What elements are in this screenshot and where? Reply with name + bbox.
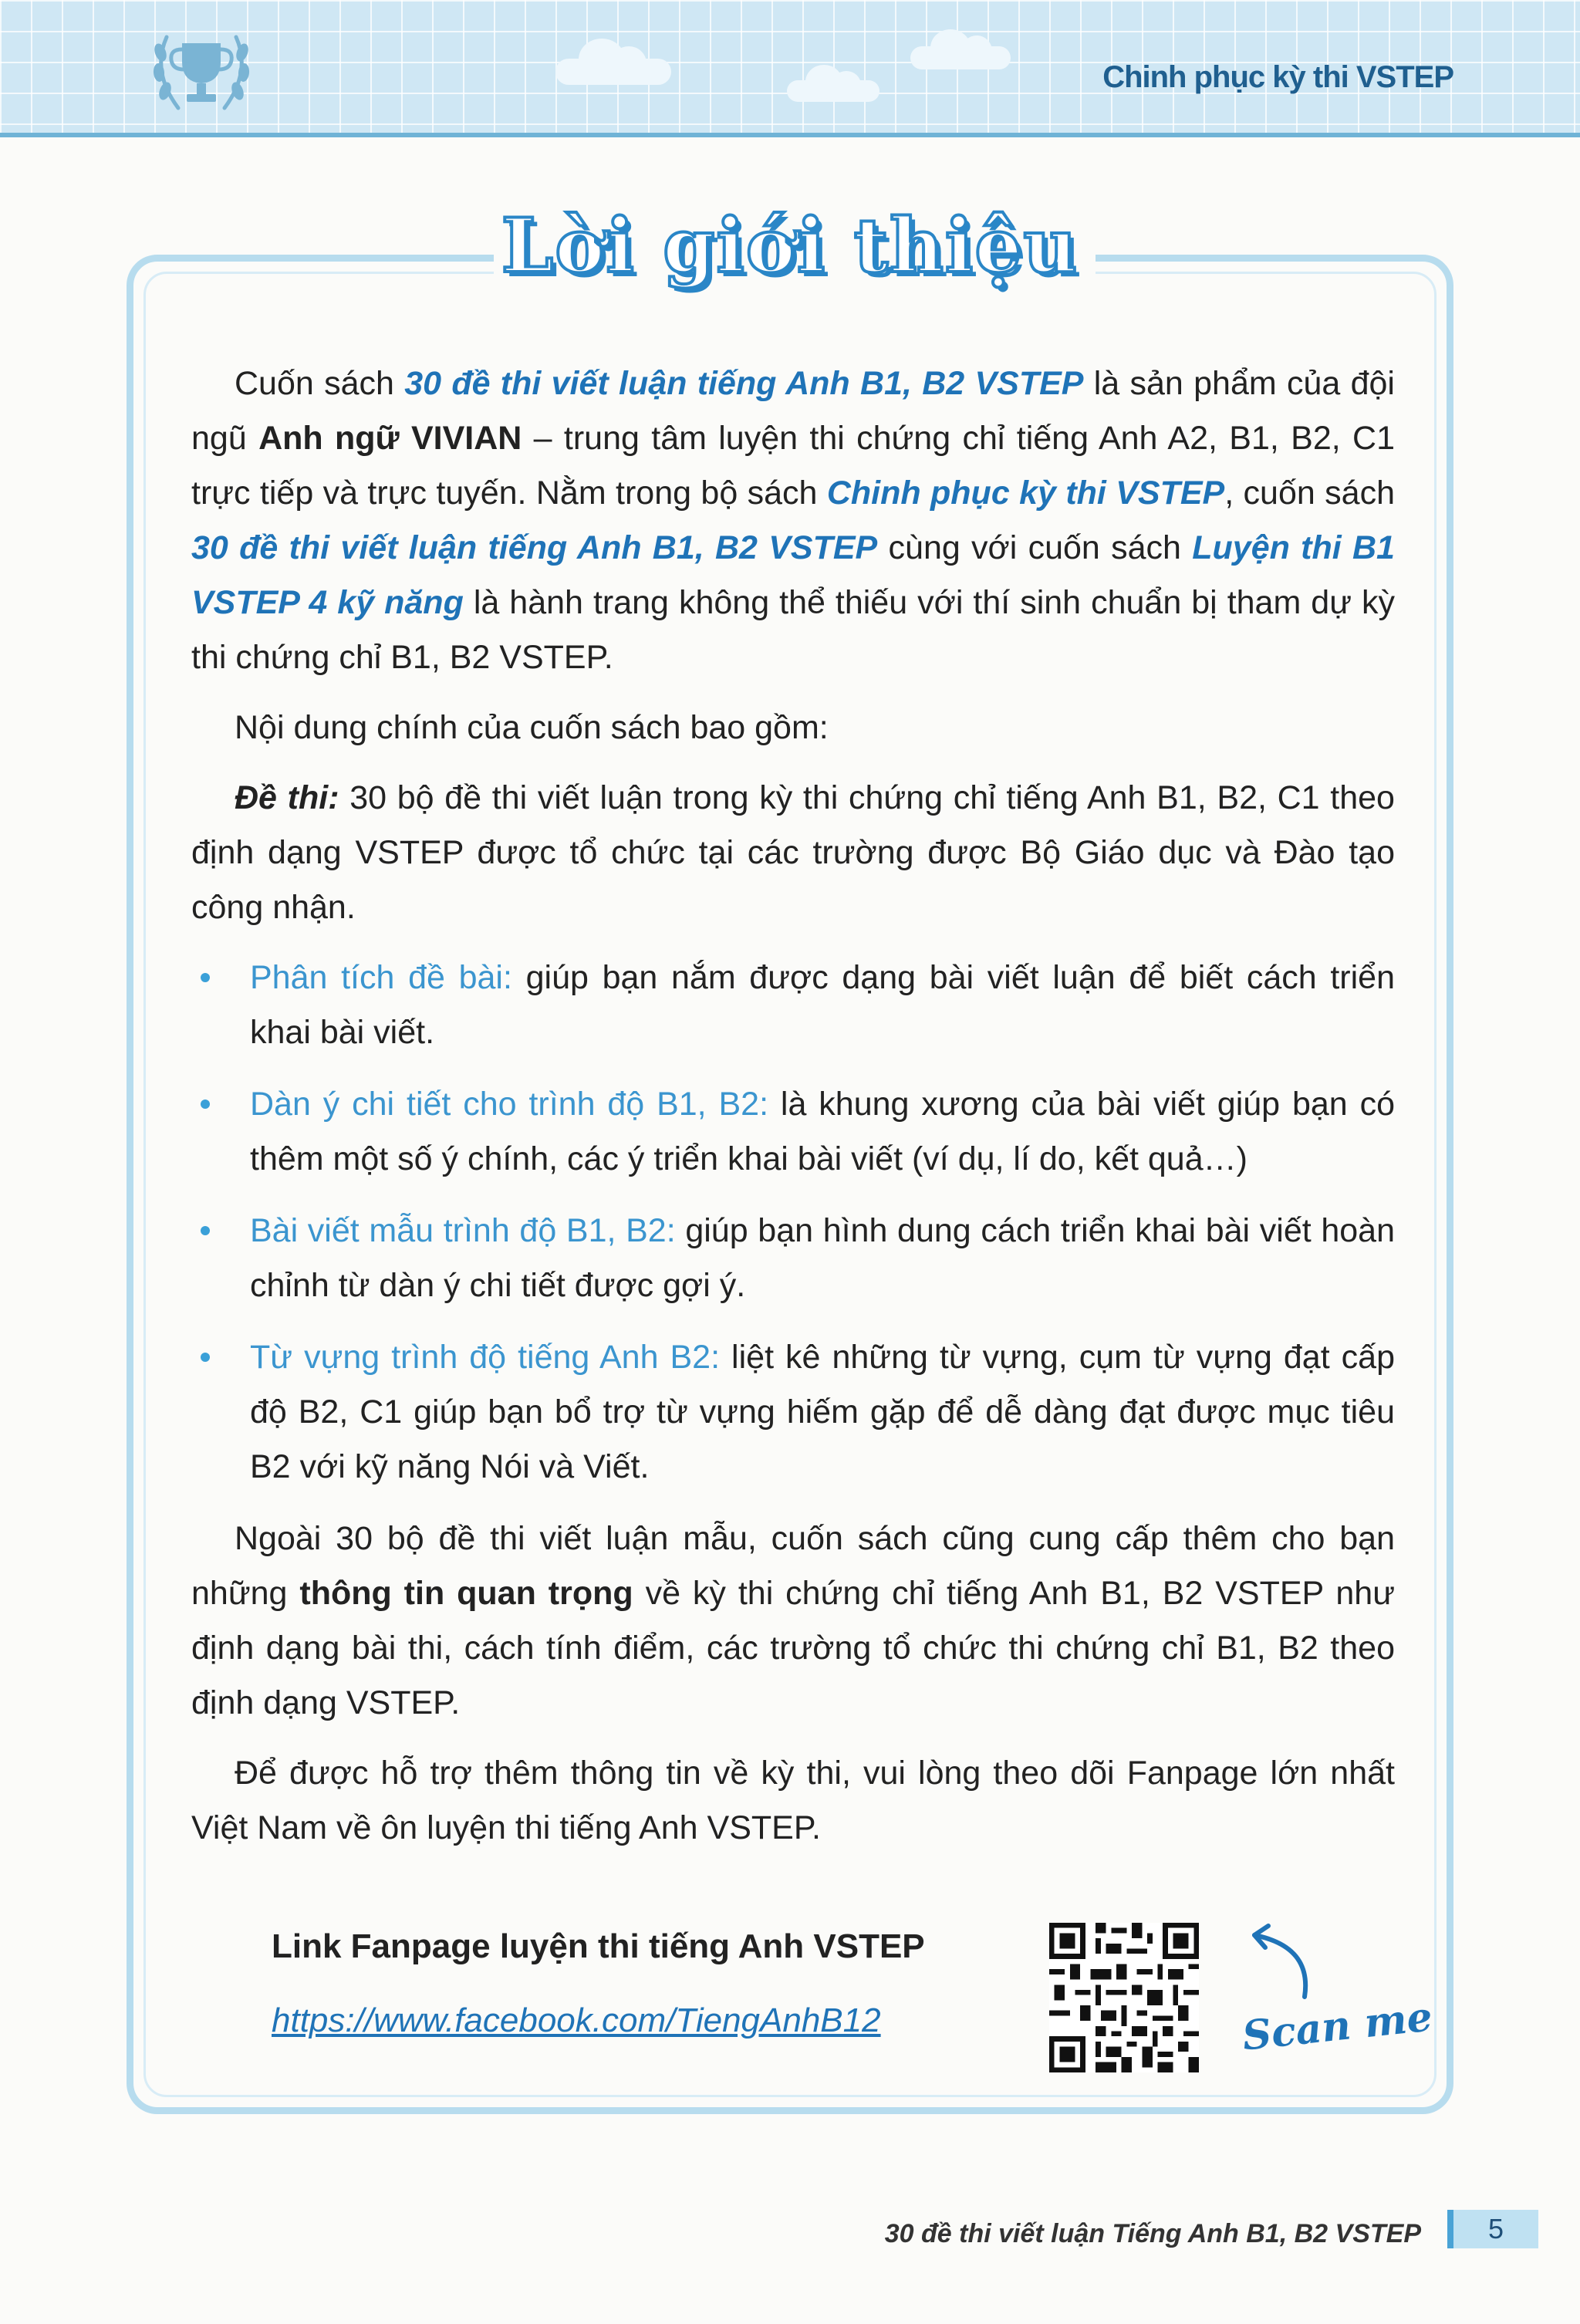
header-band <box>0 0 1580 137</box>
curved-arrow-icon <box>1231 1920 1324 2005</box>
text-run: Ngoài 30 bộ đề thi viết luận mẫu, cuốn sách cũng cung cấp thêm cho bạn những <box>191 1520 1395 1612</box>
support-paragraph: Để được hỗ trợ thêm thông tin về kỳ thi, vui lòng theo dõi Fanpage lớn nhất Việt Nam về ôn luyện thi tiếng Anh VSTEP. <box>191 1755 1395 1846</box>
list-item <box>233 1077 1395 1187</box>
page-number: 5 <box>1447 2210 1538 2248</box>
series-title: Chinh phục kỳ thi VSTEP <box>1102 60 1453 94</box>
feature-list <box>191 951 1395 1495</box>
intro-paragraph <box>191 356 1395 685</box>
feature-term: Dàn ý chi tiết cho trình độ B1, B2: <box>250 1086 769 1123</box>
extra-paragraph <box>191 1512 1395 1731</box>
fanpage-link[interactable]: https://www.facebook.com/TiengAnhB12 <box>272 2001 881 2039</box>
brand-name: Anh ngữ VIVIAN <box>258 420 522 457</box>
book-title-highlight: 30 đề thi viết luận tiếng Anh B1, B2 VSTEP <box>404 365 1084 402</box>
cloud-decoration <box>910 46 1011 69</box>
series-highlight: Chinh phục kỳ thi VSTEP <box>826 475 1225 512</box>
scan-me-label: Scan me <box>1240 1993 1435 2060</box>
text-run: là sản phẩm của đội ngũ <box>191 365 1395 457</box>
text-run: về kỳ thi chứng chỉ tiếng Anh B1, B2 VSTEP như định dạng bài thi, cách tính điểm, các trường tổ chức thi chứng chỉ B1, B2 theo định dạng VSTEP. <box>191 1575 1395 1721</box>
trophy-icon <box>143 22 259 122</box>
contents-intro: Nội dung chính của cuốn sách bao gồm: <box>235 709 829 746</box>
qr-code[interactable] <box>1049 1923 1199 2072</box>
page-title: Lời giới thiệu <box>501 202 1079 289</box>
text-run: là hành trang không thể thiếu với thí sinh chuẩn bị tham dự kỳ thi chứng chỉ B1, B2 VSTEP. <box>191 584 1395 676</box>
text-run: cùng với cuốn sách <box>877 529 1193 566</box>
feature-text: là khung xương của bài viết giúp bạn có thêm một số ý chính, các ý triển khai bài viết (ví dụ, lí do, kết quả…) <box>250 1086 1395 1177</box>
list-item <box>233 951 1395 1060</box>
fanpage-heading: Link Fanpage luyện thi tiếng Anh VSTEP <box>272 1927 925 1965</box>
feature-text: liệt kê những từ vựng, cụm từ vựng đạt cấp độ B2, C1 giúp bạn bổ trợ từ vựng hiếm gặp để dễ dàng đạt được mục tiêu B2 với kỹ năng Nói và Viết. <box>250 1339 1395 1485</box>
list-item <box>233 1330 1395 1495</box>
text-run: – trung tâm luyện thi chứng chỉ tiếng Anh A2, B1, B2, C1 trực tiếp và trực tuyến. Nằm trong bộ sách <box>191 420 1395 512</box>
exam-label: Đề thi: <box>235 779 339 816</box>
intro-content <box>191 356 1395 1871</box>
feature-text: giúp bạn nắm được dạng bài viết luận để biết cách triển khai bài viết. <box>250 959 1395 1051</box>
book-title-highlight: 30 đề thi viết luận tiếng Anh B1, B2 VSTEP <box>191 529 878 566</box>
text-run: , cuốn sách <box>1224 475 1395 512</box>
feature-term: Bài viết mẫu trình độ B1, B2: <box>250 1212 676 1249</box>
cloud-decoration <box>555 59 671 85</box>
cloud-decoration <box>787 80 879 102</box>
emphasis-text: thông tin quan trọng <box>299 1575 633 1612</box>
footer-book-title: 30 đề thi viết luận Tiếng Anh B1, B2 VSTEP <box>884 2219 1421 2248</box>
text-run: Cuốn sách <box>235 365 405 402</box>
list-item <box>233 1204 1395 1313</box>
feature-term: Phân tích đề bài: <box>250 959 512 996</box>
feature-term: Từ vựng trình độ tiếng Anh B2: <box>250 1339 721 1376</box>
book-title-highlight: Luyện thi B1 VSTEP 4 kỹ năng <box>191 529 1395 621</box>
feature-text: giúp bạn hình dung cách triển khai bài viết hoàn chỉnh từ dàn ý chi tiết được gợi ý. <box>250 1212 1395 1304</box>
exam-paragraph <box>191 771 1395 935</box>
text-run: 30 bộ đề thi viết luận trong kỳ thi chứng chỉ tiếng Anh B1, B2, C1 theo định dạng VSTEP được tổ chức tại các trường được Bộ Giáo dục và Đào tạo công nhận. <box>191 779 1395 926</box>
